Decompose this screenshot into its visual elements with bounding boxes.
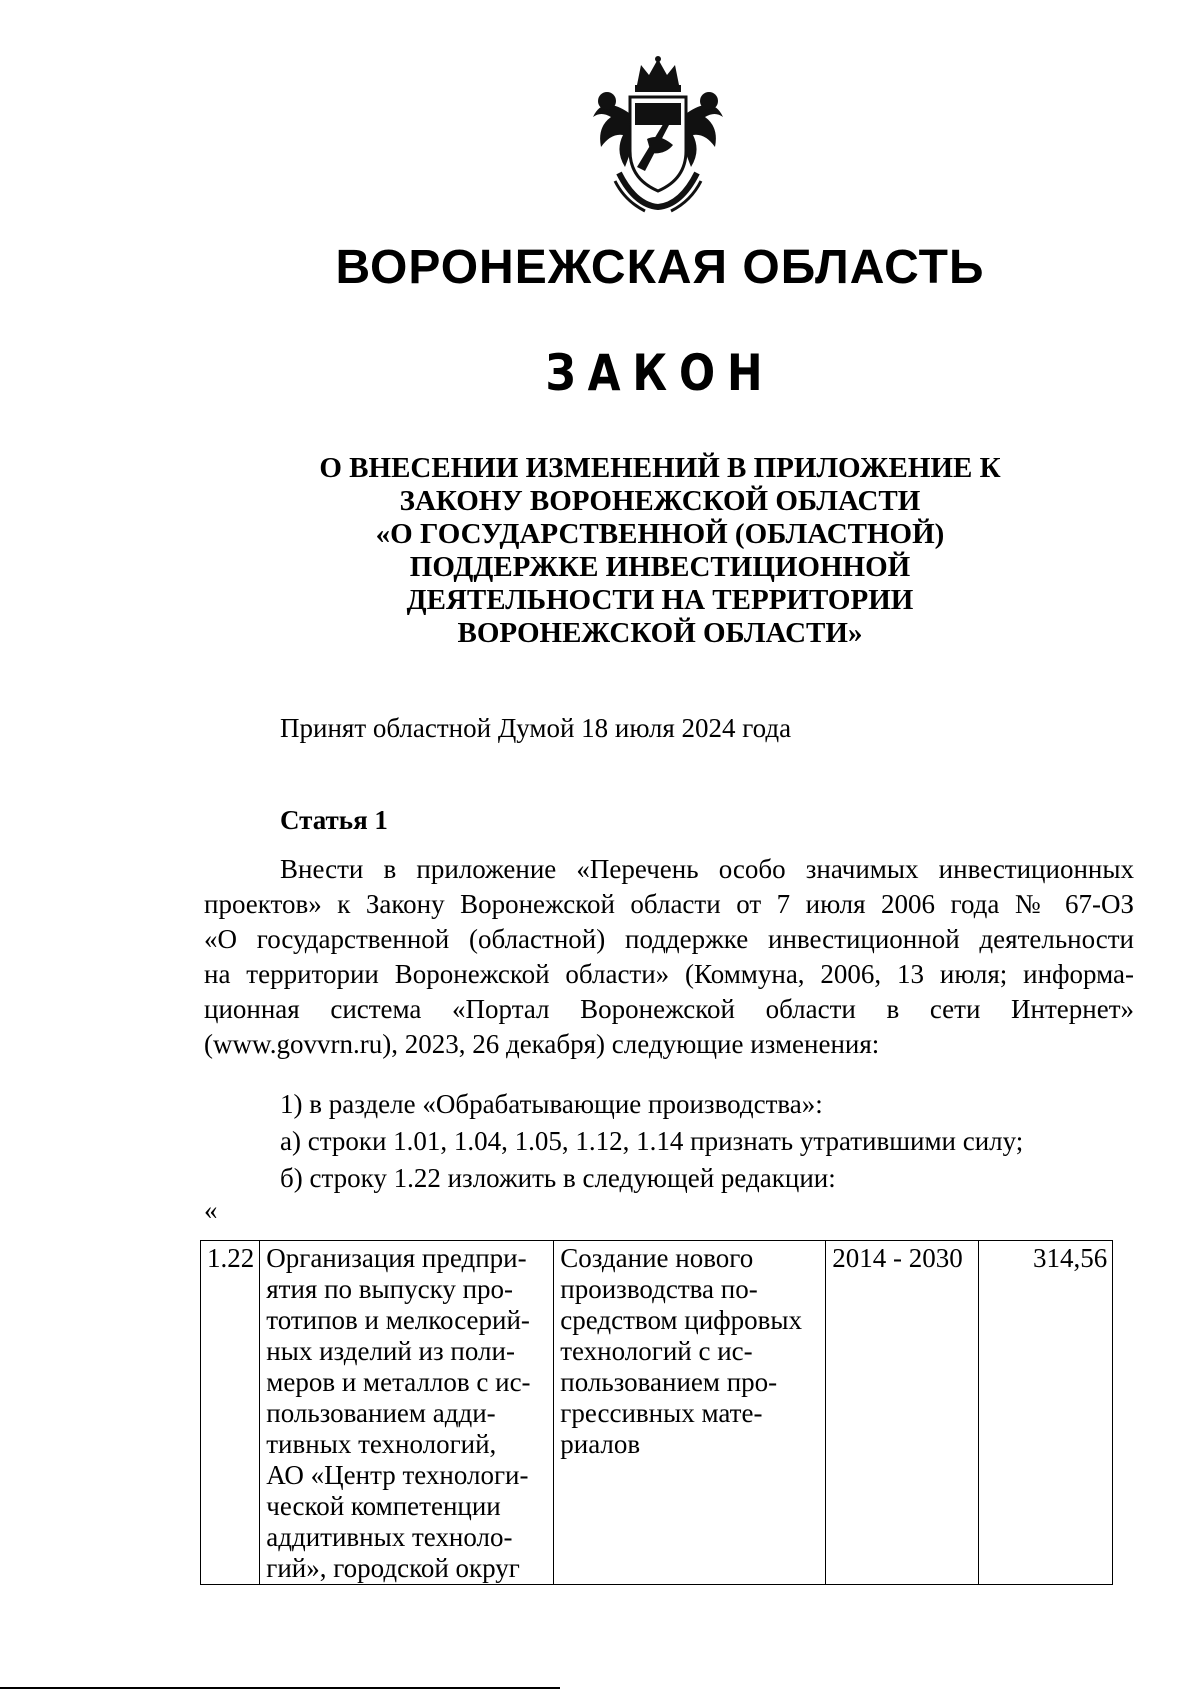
period-cell: 2014 - 2030 [826,1241,979,1585]
paragraph-line: (www.govvrn.ru), 2023, 26 декабря) следующие изменения: [204,1029,880,1059]
amendment-item: а) строки 1.01, 1.04, 1.05, 1.12, 1.14 признать утратившими силу; [280,1126,1024,1156]
paragraph-line: «О государственной (областной) поддержке инвестиционной деятельности [204,924,1134,954]
cell-line: гий», городской округ [266,1553,520,1583]
paragraph-line: на территории Воронежской области» (Коммуна, 2006, 13 июля; информа- [204,959,1134,989]
law-subject-line: ДЕЯТЕЛЬНОСТИ НА ТЕРРИТОРИИ [406,584,914,616]
cell-line: производства по- [560,1274,758,1304]
opening-quote-mark: « [204,1195,218,1225]
cell-line: Организация предпри- [266,1243,527,1273]
document-type-title: ЗАКОН [545,344,775,402]
cell-line: аддитивных техноло- [266,1522,513,1552]
law-subject-line: «О ГОСУДАРСТВЕННОЙ (ОБЛАСТНОЙ) [375,518,945,550]
coat-of-arms-emblem [585,55,731,213]
amendment-items [280,1086,1023,1197]
cell-line: ных изделий из поли- [266,1336,515,1366]
cell-line: риалов [560,1429,641,1459]
law-subject-line: О ВНЕСЕНИИ ИЗМЕНЕНИЙ В ПРИЛОЖЕНИЕ К [319,452,1001,484]
adoption-note: Принят областной Думой 18 июля 2024 года [280,713,792,743]
project-name-cell [260,1241,554,1585]
cell-line: ческой компетенции [266,1491,501,1521]
cell-line: АО «Центр технологи- [266,1460,529,1490]
paragraph-line: ционная система «Портал Воронежской области в сети Интернет» [204,994,1134,1024]
cell-line: пользованием адди- [266,1398,496,1428]
cell-line: пользованием про- [560,1367,778,1397]
law-subject-line: ЗАКОНУ ВОРОНЕЖСКОЙ ОБЛАСТИ [399,485,921,517]
amended-row-table [200,1240,1113,1585]
law-subject-title [300,452,1020,650]
cell-line: меров и металлов с ис- [266,1367,531,1397]
region-title: ВОРОНЕЖСКАЯ ОБЛАСТЬ [335,241,985,294]
row-number-cell: 1.22 [201,1241,260,1585]
cell-line: тотипов и мелкосерий- [266,1305,530,1335]
paragraph-line: Внести в приложение «Перечень особо значимых инвестиционных [280,854,1134,884]
law-subject-line: ВОРОНЕЖСКОЙ ОБЛАСТИ» [457,617,863,649]
cell-line: технологий с ис- [560,1336,753,1366]
article-paragraph [204,852,1134,1062]
amendment-item: б) строку 1.22 изложить в следующей редакции: [280,1163,836,1193]
law-subject-line: ПОДДЕРЖКЕ ИНВЕСТИЦИОННОЙ [409,551,911,583]
article-heading: Статья 1 [280,805,388,835]
amendment-item: 1) в разделе «Обрабатывающие производства»: [280,1089,823,1119]
amount-cell: 314,56 [979,1241,1113,1585]
cell-line: тивных технологий, [266,1429,497,1459]
cell-line: средством цифровых [560,1305,803,1335]
cell-line: Создание нового [560,1243,754,1273]
page-bottom-rule [0,1687,560,1689]
table-row [201,1241,1113,1585]
cell-line: грессивных мате- [560,1398,763,1428]
paragraph-line: проектов» к Закону Воронежской области от 7 июля 2006 года № 67-ОЗ [204,889,1134,919]
cell-line: ятия по выпуску про- [266,1274,514,1304]
project-description-cell [554,1241,826,1585]
